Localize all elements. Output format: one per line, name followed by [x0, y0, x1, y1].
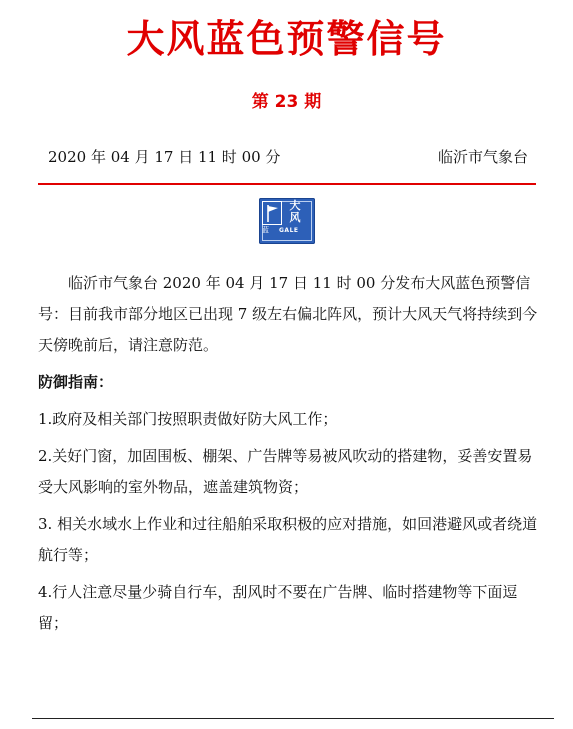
issuing-agency: 临沂市气象台: [437, 148, 528, 166]
issue-datetime: 2020 年 04 月 17 日 11 时 00 分: [48, 148, 281, 166]
footer-divider: [32, 718, 554, 719]
warning-content: [38, 268, 538, 645]
guide-item-4: 4.行人注意尽量少骑自行车，刮风时不要在广告牌、临时搭建物等下面逗留；: [38, 583, 518, 632]
warning-title: 大风蓝色预警信号: [126, 17, 447, 61]
guide-item-3: 3. 相关水域水上作业和过往船舶采取积极的应对措施，如回港避风或者绕道航行等；: [38, 515, 538, 564]
lead-paragraph: 临沂市气象台 2020 年 04 月 17 日 11 时 00 分发布大风蓝色预警信号：目前我市部分地区已出现 7 级左右偏北阵风，预计大风天气将持续到今天傍晚前后，请注意防范。: [38, 274, 538, 354]
warning-badge: [259, 198, 315, 244]
badge-label: 大风: [289, 199, 301, 224]
guide-item-2: 2.关好门窗，加固围板、棚架、广告牌等易被风吹动的搭建物，妥善安置易受大风影响的室外物品，遮盖建筑物资；: [38, 447, 533, 496]
badge-english: GALE: [279, 227, 299, 234]
header-divider: [38, 183, 536, 185]
issue-number: 第 23 期: [251, 92, 322, 112]
guide-item-1: 1.政府及相关部门按照职责做好防大风工作；: [38, 410, 338, 428]
wind-flag-icon: [262, 201, 282, 225]
badge-level: 蓝: [262, 226, 269, 234]
guide-heading: 防御指南：: [38, 373, 114, 391]
